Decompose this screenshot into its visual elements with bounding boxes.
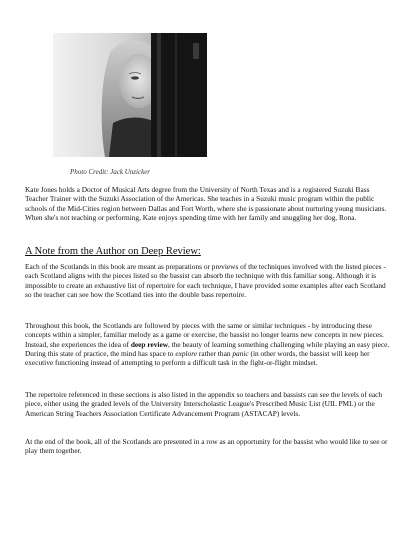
paragraph-text: Each of the Scotlands in this book are meant as preparations or previews of the techniques involved with the listed pieces - each Scotland aligns with the pieces listed so the bassist can absorb the technique with this familiar song. Although it is impossible to create an exhaustive list of repertoire for each technique, I have provided some examples after each Scotland so the teacher can see how the Scotland ties into the double bass repertoire.: [25, 262, 386, 299]
photo-credit: Photo Credit: Jack Unzicker: [70, 168, 151, 176]
section-heading: A Note from the Author on Deep Review:: [25, 246, 201, 257]
note-paragraph-3: [25, 390, 391, 418]
italic-term: panic: [232, 348, 249, 358]
bio-paragraph: Kate Jones holds a Doctor of Musical Arts degree from the University of North Texas and is a registered Suzuki Bass Teacher Trainer with the Suzuki Association of the Americas. She teaches in a Suzuki music program within the public schools of the Mid-Cities region between Dallas and Fort Worth, where she is passionate about nurturing young musicians. When she's not teaching or performing, Kate enjoys spending time with her family and snuggling her dog, Rona.: [25, 185, 387, 222]
paragraph-text: At the end of the book, all of the Scotlands are presented in a row as an opportunity for the bassist who would like to see or play them together.: [25, 437, 388, 456]
paragraph-text: The repertoire referenced in these sections is also listed in the appendix so teachers and bassists can see the levels of each piece, either using the graded levels of the University Interscholastic League's Prescribed Music List (UIL PML) or the American String Teachers Association Certificate Advancement Program (ASTACAP) levels.: [25, 390, 383, 418]
note-paragraph-1: [25, 262, 391, 299]
text-run: rather than: [197, 348, 233, 358]
note-paragraph-2: [25, 321, 391, 367]
italic-term: explore: [175, 348, 198, 358]
text-run: Throughout this book, the Scotlands are followed by pieces with the same or similar techniques - by introducing these concepts within a simpler, familiar melody as a game or exercise, the bassist no longer learns new concepts in new pieces. Instead, she experiences the idea of: [25, 321, 384, 349]
author-bio: [25, 185, 391, 222]
paragraph-text: [25, 321, 391, 367]
note-paragraph-4: [25, 437, 391, 456]
author-photo: [53, 33, 207, 157]
text-run: , the beauty of learning something challenging while playing an easy piece. During this state of practice, the mind has space to: [25, 339, 390, 358]
bold-term: deep review: [130, 339, 169, 349]
text-run: (in other words, the bassist will keep her executive functioning instead of attempting to perform a difficult task in the fight-or-flight mindset.: [25, 348, 370, 368]
